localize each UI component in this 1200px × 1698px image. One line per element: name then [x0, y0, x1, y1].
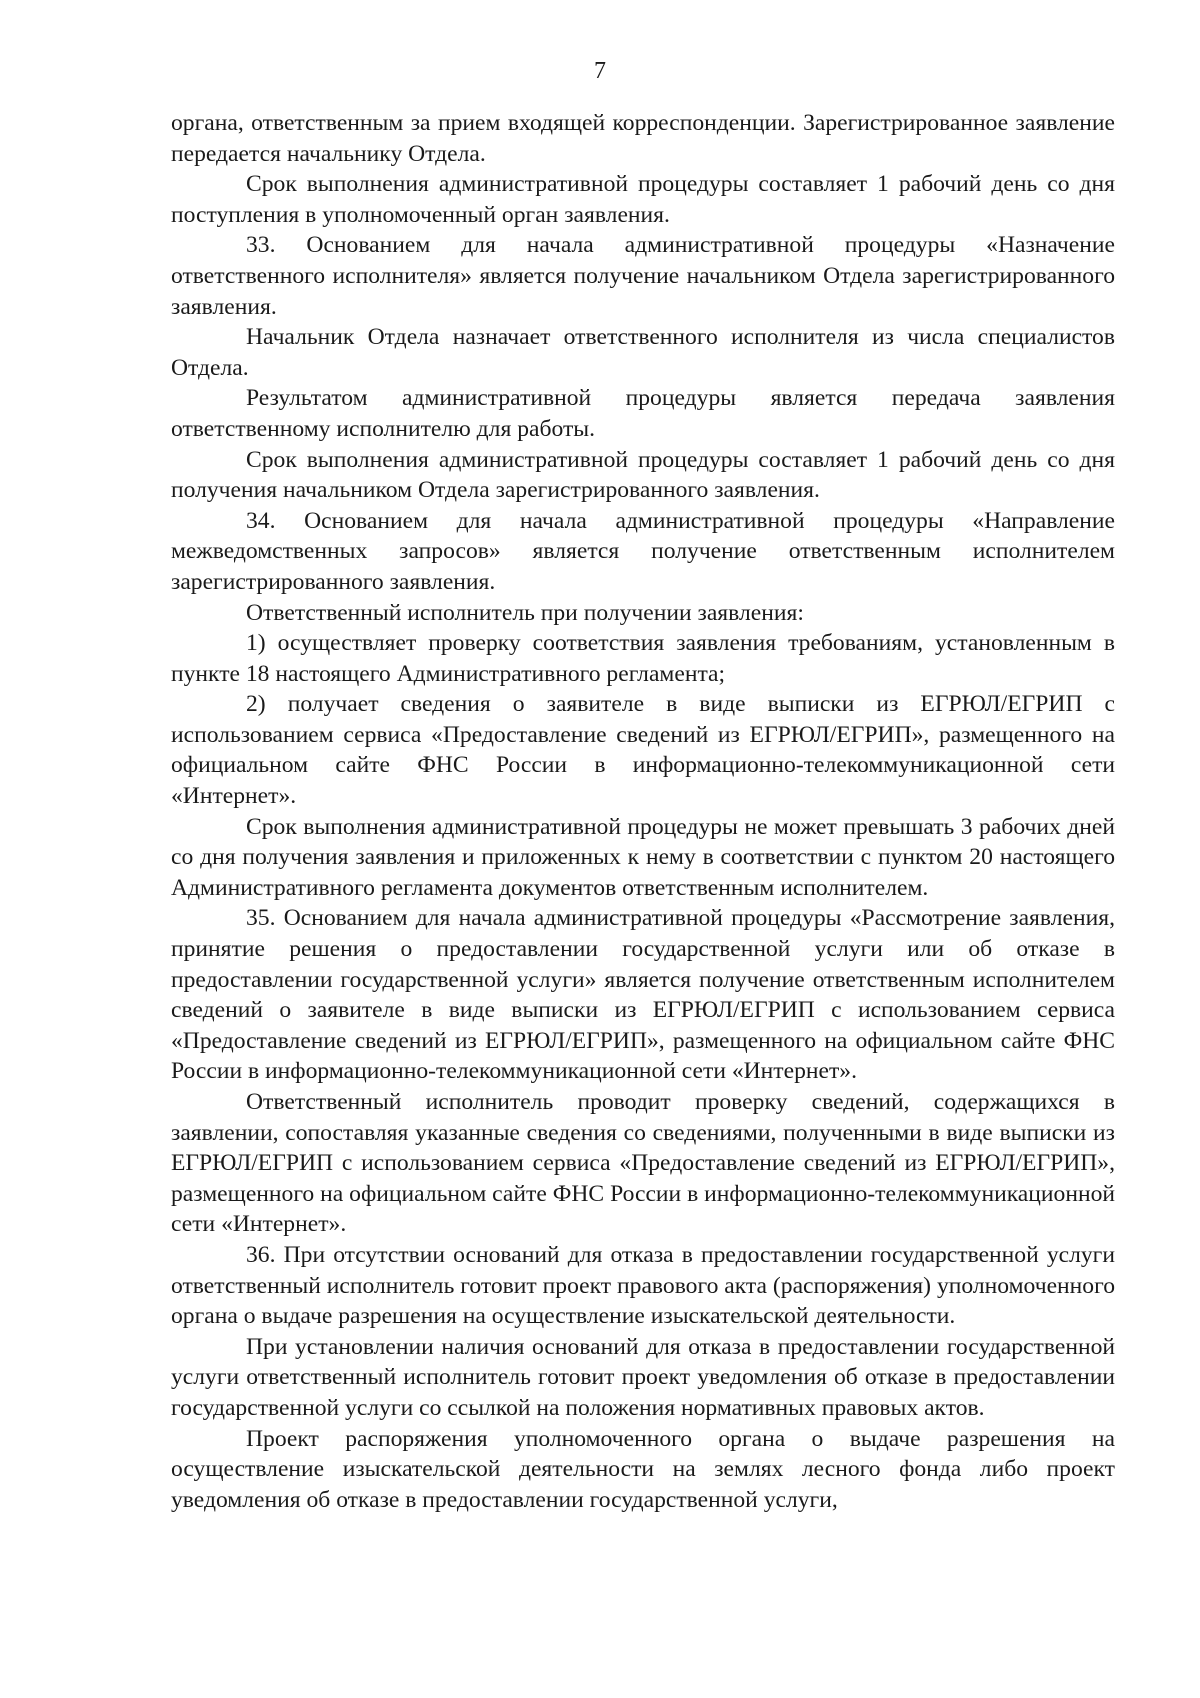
list-item: 2) получает сведения о заявителе в виде выписки из ЕГРЮЛ/ЕГРИП с использованием сервиса «Предоставление сведений из ЕГРЮЛ/ЕГРИП», размещенного на официальном сайте ФНС России в информационно-телекоммуникационной сети «Интернет».	[171, 691, 1115, 810]
paragraph: Результатом административной процедуры является передача заявления ответственному исполнителю для работы.	[171, 385, 1115, 442]
paragraph-item-33: 33. Основанием для начала административной процедуры «Назначение ответственного исполнителя» является получение начальником Отдела зарегистрированного заявления.	[171, 232, 1115, 320]
page-number: 7	[594, 58, 606, 84]
paragraph-item-35: 35. Основанием для начала административной процедуры «Рассмотрение заявления, принятие решения о предоставлении государственной услуги или об отказе в предоставлении государственной услуги» является получение ответственным исполнителем сведений о заявителе в виде выписки из ЕГРЮЛ/ЕГРИП с использованием сервиса «Предоставление сведений из ЕГРЮЛ/ЕГРИП», размещенного на официальном сайте ФНС России в информационно-телекоммуникационной сети «Интернет».	[171, 905, 1115, 1085]
document-body	[171, 108, 1115, 1515]
paragraph: Проект распоряжения уполномоченного органа о выдаче разрешения на осуществление изыскательской деятельности на землях лесного фонда либо проект уведомления об отказе в предоставлении государственной услуги,	[171, 1425, 1115, 1513]
paragraph: Срок выполнения административной процедуры составляет 1 рабочий день со дня получения начальником Отдела зарегистрированного заявления.	[171, 446, 1115, 504]
paragraph: Начальник Отдела назначает ответственного исполнителя из числа специалистов Отдела.	[171, 324, 1115, 381]
paragraph: Срок выполнения административной процедуры не может превышать 3 рабочих дней со дня получения заявления и приложенных к нему в соответствии с пунктом 20 настоящего Административного регламента документов ответственным исполнителем.	[171, 813, 1115, 901]
paragraph: При установлении наличия оснований для отказа в предоставлении государственной услуги ответственный исполнитель готовит проект уведомления об отказе в предоставлении государственной услуги со ссылкой на положения нормативных правовых актов.	[171, 1333, 1115, 1421]
paragraph: Ответственный исполнитель проводит проверку сведений, содержащихся в заявлении, сопоставляя указанные сведения со сведениями, полученными в виде выписки из ЕГРЮЛ/ЕГРИП с использованием сервиса «Предоставление сведений из ЕГРЮЛ/ЕГРИП», размещенного на официальном сайте ФНС России в информационно-телекоммуникационной сети «Интернет».	[171, 1089, 1115, 1238]
paragraph-item-34: 34. Основанием для начала административной процедуры «Направление межведомственных запросов» является получение ответственным исполнителем зарегистрированного заявления.	[171, 507, 1115, 595]
paragraph: Ответственный исполнитель при получении заявления:	[246, 599, 804, 626]
paragraph: Срок выполнения административной процедуры составляет 1 рабочий день со дня поступления в уполномоченный орган заявления.	[171, 171, 1115, 228]
paragraph: органа, ответственным за прием входящей корреспонденции. Зарегистрированное заявление передается начальнику Отдела.	[171, 110, 1115, 167]
paragraph-item-36: 36. При отсутствии оснований для отказа в предоставлении государственной услуги ответственный исполнитель готовит проект правового акта (распоряжения) уполномоченного органа о выдаче разрешения на осуществление изыскательской деятельности.	[171, 1241, 1115, 1330]
list-item: 1) осуществляет проверку соответствия заявления требованиям, установленным в пункте 18 настоящего Административного регламента;	[171, 630, 1115, 687]
